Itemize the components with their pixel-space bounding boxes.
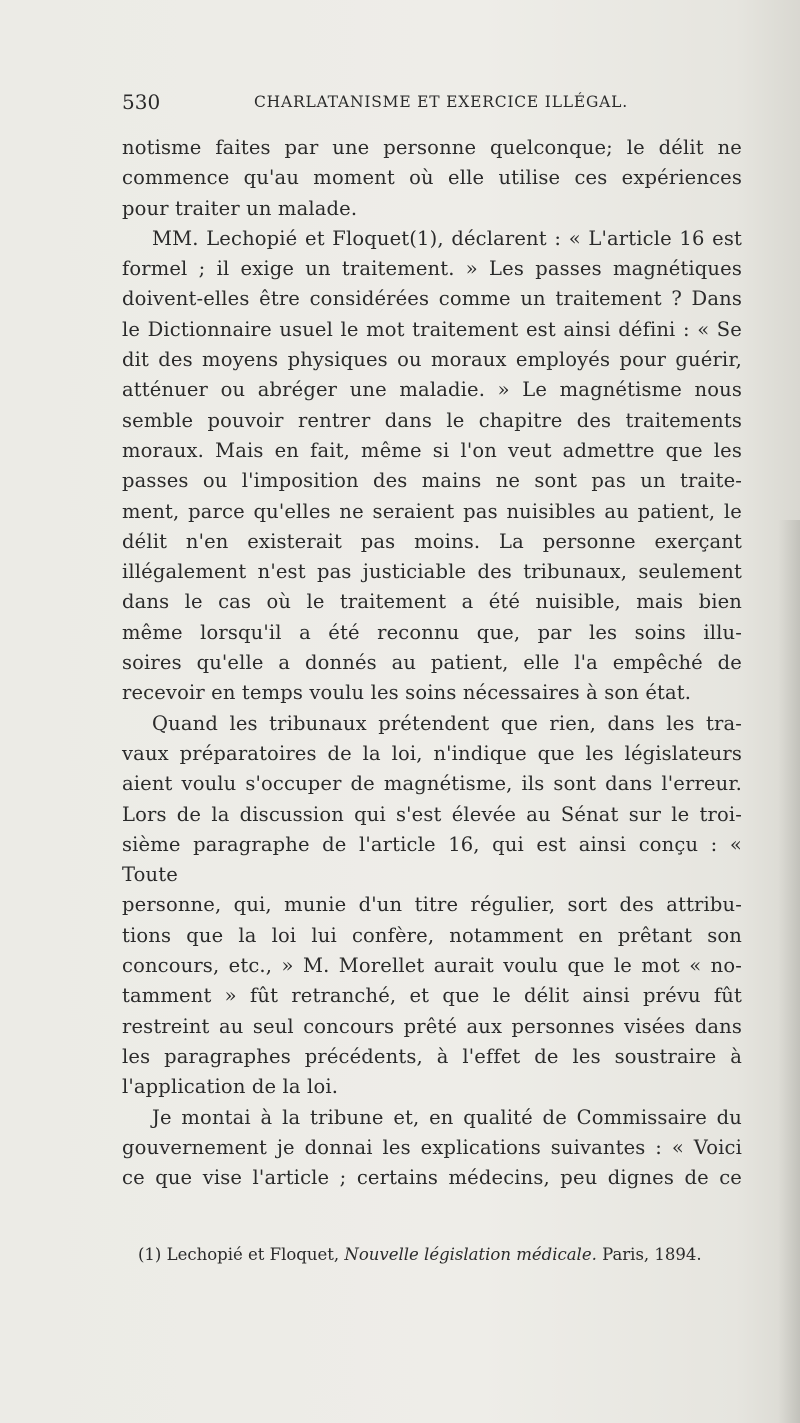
text-line: MM. Lechopié et Floquet(1), déclarent : « L'article 16 est bbox=[152, 226, 742, 250]
text-line: vaux préparatoires de la loi, n'indique que les législateurs bbox=[122, 741, 742, 765]
text-line: atténuer ou abréger une maladie. » Le magnétisme nous bbox=[122, 378, 742, 402]
text-line: commence qu'au moment où elle utilise ces expériences bbox=[122, 166, 742, 190]
running-header bbox=[122, 90, 742, 120]
text-line: restreint au seul concours prêté aux personnes visées dans bbox=[122, 1014, 742, 1038]
text-line: les paragraphes précédents, à l'effet de les soustraire à bbox=[122, 1044, 742, 1068]
text-line: Lors de la discussion qui s'est élevée au Sénat sur le troi- bbox=[122, 802, 742, 826]
page-edge-shadow bbox=[778, 520, 800, 1423]
text-line: tamment » fût retranché, et que le délit ainsi prévu fût bbox=[122, 984, 742, 1008]
text-line: Je montai à la tribune et, en qualité de Commissaire du bbox=[152, 1105, 742, 1129]
text-line: Quand les tribunaux prétendent que rien, dans les tra- bbox=[152, 711, 742, 735]
text-line: ce que vise l'article ; certains médecins, peu dignes de ce bbox=[122, 1166, 742, 1190]
text-line: illégalement n'est pas justiciable des tribunaux, seulement bbox=[122, 560, 742, 584]
paragraph bbox=[122, 133, 742, 224]
text-line: gouvernement je donnai les explications suivantes : « Voici bbox=[122, 1135, 742, 1159]
text-line: dans le cas où le traitement a été nuisible, mais bien bbox=[122, 590, 742, 614]
page-number: 530 bbox=[122, 90, 161, 114]
paragraph bbox=[122, 1103, 742, 1194]
text-line: délit n'en existerait pas moins. La personne exerçant bbox=[122, 529, 742, 553]
text-line: passes ou l'imposition des mains ne sont pas un traite- bbox=[122, 469, 742, 493]
text-line: doivent-elles être considérées comme un traitement ? Dans bbox=[122, 287, 742, 311]
text-line: même lorsqu'il a été reconnu que, par les soins illu- bbox=[122, 620, 742, 644]
text-line: moraux. Mais en fait, même si l'on veut admettre que les bbox=[122, 438, 742, 462]
text-line: formel ; il exige un traitement. » Les passes magnétiques bbox=[122, 257, 742, 281]
text-line: personne, qui, munie d'un titre régulier, sort des attribu- bbox=[122, 893, 742, 917]
text-line: le Dictionnaire usuel le mot traitement est ainsi défini : « Se bbox=[122, 317, 742, 341]
paragraph bbox=[122, 224, 742, 709]
text-line: semble pouvoir rentrer dans le chapitre des traitements bbox=[122, 408, 742, 432]
text-line: ment, parce qu'elles ne seraient pas nuisibles au patient, le bbox=[122, 499, 742, 523]
text-line: tions que la loi lui confère, notamment en prêtant son bbox=[122, 923, 742, 947]
text-line: notisme faites par une personne quelconque; le délit ne bbox=[122, 136, 742, 159]
footnote-authors: Lechopié et Floquet, bbox=[166, 1245, 340, 1264]
text-line: pour traiter un malade. bbox=[122, 196, 358, 220]
text-line: sième paragraphe de l'article 16, qui est ainsi conçu : « Toute bbox=[122, 832, 742, 887]
text-line: l'application de la loi. bbox=[122, 1075, 339, 1099]
text-line: recevoir en temps voulu les soins nécessaires à son état. bbox=[122, 681, 692, 705]
footnote-place-year: Paris, 1894. bbox=[602, 1245, 702, 1264]
text-line: dit des moyens physiques ou moraux employés pour guérir, bbox=[122, 348, 742, 372]
footnote-title: Nouvelle législation médicale. bbox=[344, 1245, 597, 1264]
paragraph bbox=[122, 709, 742, 1103]
body-text bbox=[122, 133, 742, 1193]
text-line: soires qu'elle a donnés au patient, elle l'a empêché de bbox=[122, 651, 742, 675]
footnote bbox=[138, 1245, 742, 1264]
footnote-marker: (1) bbox=[138, 1245, 162, 1264]
running-title: CHARLATANISME ET EXERCICE ILLÉGAL. bbox=[254, 93, 628, 111]
text-line: aient voulu s'occuper de magnétisme, ils sont dans l'erreur. bbox=[122, 772, 742, 796]
text-line: concours, etc., » M. Morellet aurait voulu que le mot « no- bbox=[122, 954, 742, 978]
